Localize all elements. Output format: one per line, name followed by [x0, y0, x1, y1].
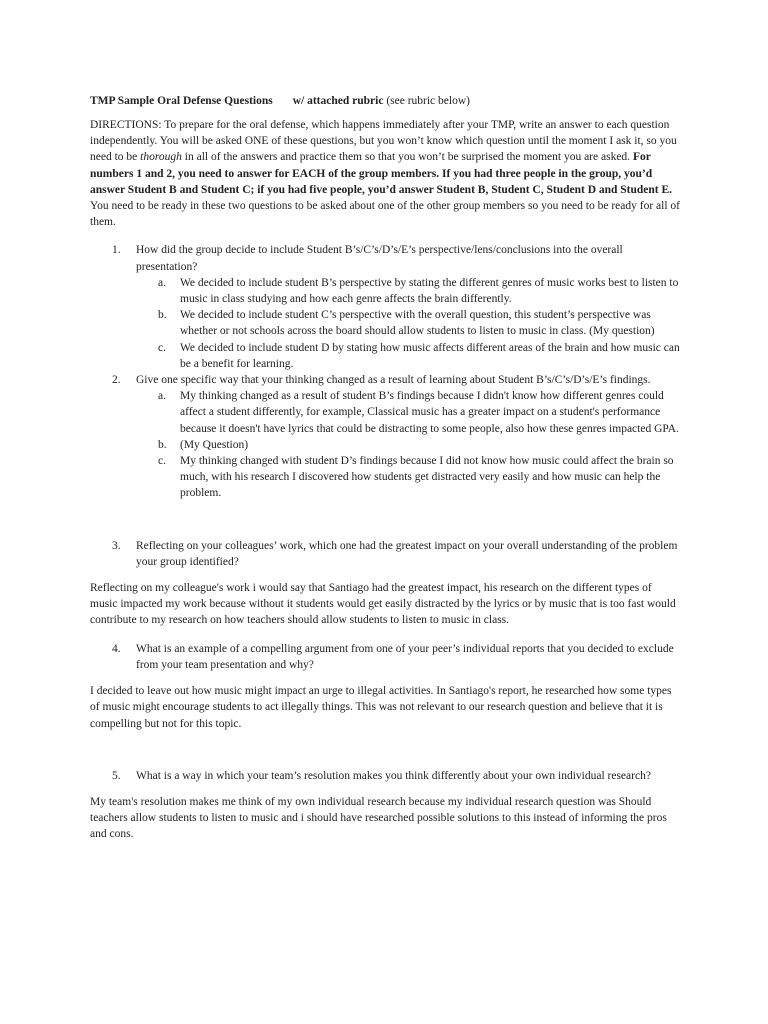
question-4 — [90, 641, 680, 673]
directions-bold-instructions: For numbers 1 and 2, you need to answer for EACH of the group members. If you had three people in the group, you’d answer Student B and Student C; if you had five people, you’d answer Student B, Student C, Student D and Student E. — [90, 151, 673, 196]
rubric-note: (see rubric below) — [383, 95, 470, 107]
answer-text: We decided to include student C’s perspective with the overall question, this student’s perspective was whether or not schools across the board should allow students to listen to music in class. (My question) — [180, 309, 655, 338]
spacer — [90, 502, 680, 538]
question-text: Reflecting on your colleagues’ work, which one had the greatest impact on your overall understanding of the problem your group identified? — [136, 539, 678, 568]
directions-emphasis: thorough — [140, 151, 182, 164]
answer-text: (My Question) — [180, 438, 249, 451]
answer-1a — [90, 275, 680, 307]
answer-1c — [90, 340, 680, 372]
spacer — [90, 732, 680, 768]
answer-5: My team's resolution makes me think of my own individual research because my individual research question was Should teachers allow students to listen to music and i should have researched possible solutions to this instead of informing the pros and cons. — [90, 795, 667, 841]
question-text: How did the group decide to include Student B’s/C’s/D’s/E’s perspective/lens/conclusions into the overall presentation? — [136, 244, 623, 273]
document-title — [90, 93, 680, 109]
question-number: 4. — [112, 642, 121, 655]
title-text: TMP Sample Oral Defense Questions — [90, 95, 273, 107]
answer-text: My thinking changed with student D’s findings because I did not know how music could affect the brain so much, with his research I discovered how students get distracted very easily and how music can help the problem. — [180, 455, 674, 500]
question-1 — [90, 242, 680, 274]
question-text: What is a way in which your team’s resolution makes you think differently about your own individual research? — [136, 769, 651, 782]
answer-2a — [90, 388, 680, 437]
directions-paragraph — [90, 117, 680, 230]
rubric-label: w/ attached rubric — [292, 95, 384, 107]
question-2 — [90, 372, 680, 388]
directions-text-1: DIRECTIONS: To prepare for the oral defense, which happens immediately after your TMP, write an answer to each question independently. You will be asked ONE of these questions, but you won’t know which question until the moment I ask it, so you need to be — [90, 119, 677, 164]
question-text: What is an example of a compelling argument from one of your peer’s individual reports that you decided to exclude from your team presentation and why? — [136, 642, 674, 671]
answer-3: Reflecting on my colleague's work i would say that Santiago had the greatest impact, his research on the different types of music impacted my work because without it students would get easily distracted by the lyrics or by music that is too fast would contribute to my research on how teachers should allow students to listen to music in class. — [90, 582, 676, 627]
question-number: 3. — [112, 539, 121, 552]
question-5 — [90, 768, 680, 784]
directions-text-3: You need to be ready in these two questions to be asked about one of the other group members so you need to be ready for all of them. — [90, 200, 680, 229]
answer-letter: a. — [158, 276, 166, 289]
question-number: 5. — [112, 769, 121, 782]
answer-letter: a. — [158, 390, 166, 403]
question-number: 2. — [112, 374, 121, 387]
answer-text: We decided to include student B’s perspective by stating the different genres of music works best to listen to music in class studying and how each genre affects the brain differently. — [180, 276, 679, 306]
question-text: Give one specific way that your thinking changed as a result of learning about Student B’s/C’s/D’s/E’s findings. — [136, 374, 651, 387]
question-number: 1. — [112, 244, 121, 257]
answer-2c — [90, 453, 680, 502]
answer-letter: c. — [158, 455, 166, 468]
answer-2b — [90, 437, 680, 453]
question-3 — [90, 538, 680, 570]
answer-letter: c. — [158, 341, 166, 354]
answer-text: My thinking changed as a result of student B’s findings because I didn't know how different genres could affect a student differently, for example, Classical music has a greater impact on a student's performance because it doesn't have lyrics that could be distracting to some people, also how these genres impacted GPA. — [180, 390, 679, 435]
answer-letter: b. — [158, 438, 167, 451]
answer-1b — [90, 307, 680, 339]
answer-text: We decided to include student D by stating how music affects different areas of the brain and how music can be a benefit for learning. — [180, 341, 680, 370]
answer-4: I decided to leave out how music might impact an urge to illegal activities. In Santiago's report, he researched how some types of music might encourage students to act illegally things. This was not relevant to our research question and believe that it is compelling but not for this topic. — [90, 685, 672, 730]
directions-text-2: in all of the answers and practice them so that you won’t be surprised the moment you are asked. — [181, 151, 633, 164]
answer-letter: b. — [158, 309, 167, 322]
